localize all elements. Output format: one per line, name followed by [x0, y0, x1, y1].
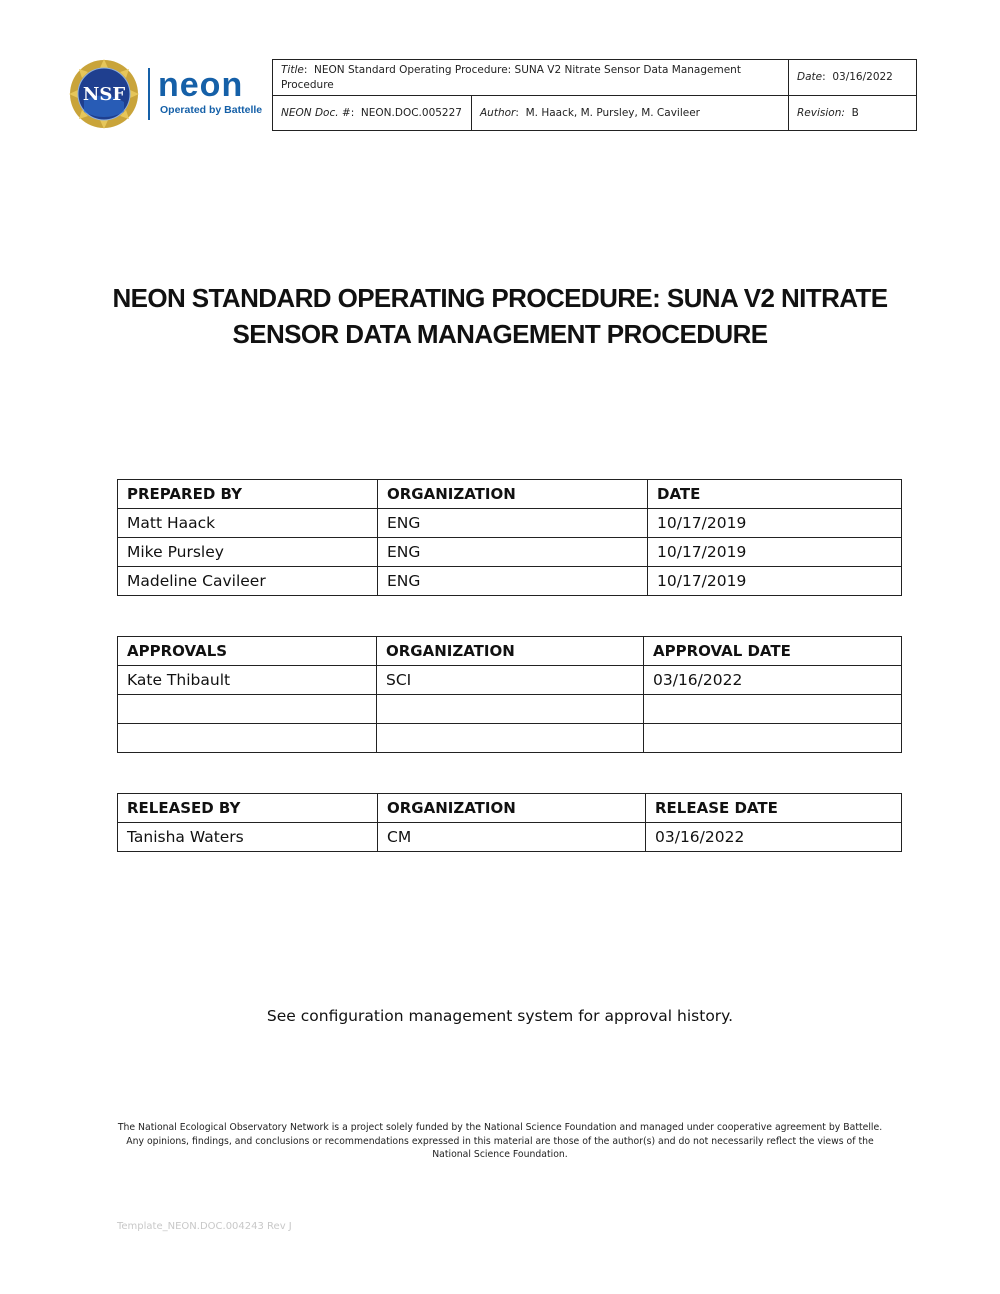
- organization-cell: ENG: [378, 567, 648, 596]
- column-header: RELEASED BY: [118, 794, 378, 823]
- date-cell: [644, 695, 902, 724]
- organization-cell: ENG: [378, 509, 648, 538]
- organization-cell: [377, 724, 644, 753]
- approval-history-note: See configuration management system for approval history.: [266, 1007, 734, 1025]
- name-cell: Matt Haack: [118, 509, 378, 538]
- column-header: ORGANIZATION: [378, 794, 646, 823]
- svg-text:NSF: NSF: [82, 84, 126, 105]
- funding-disclaimer: The National Ecological Observatory Network is a project solely funded by the National Science Foundation and managed under cooperative agreement by Battelle. Any opinions, findings, and conclusions or recommendations expressed in this material are those of the author(s) and do not necessarily reflect the views of the National Science Foundation.: [117, 1122, 883, 1160]
- column-header: ORGANIZATION: [377, 637, 644, 666]
- column-header: RELEASE DATE: [646, 794, 902, 823]
- header-date-cell: Date: 03/16/2022: [789, 60, 917, 96]
- column-header: DATE: [648, 480, 902, 509]
- svg-text:neon: neon: [158, 66, 244, 104]
- column-header: ORGANIZATION: [378, 480, 648, 509]
- column-header: APPROVAL DATE: [644, 637, 902, 666]
- column-header: PREPARED BY: [118, 480, 378, 509]
- organization-cell: SCI: [377, 666, 644, 695]
- document-header-table: [272, 59, 917, 131]
- name-cell: Kate Thibault: [118, 666, 377, 695]
- table-row: [118, 823, 902, 852]
- organization-cell: [377, 695, 644, 724]
- organization-cell: ENG: [378, 538, 648, 567]
- name-cell: [118, 695, 377, 724]
- date-cell: 03/16/2022: [646, 823, 902, 852]
- nsf-seal-icon: [68, 58, 268, 130]
- table-row: [118, 724, 902, 753]
- svg-text:Operated by Battelle: Operated by Battelle: [160, 104, 263, 116]
- table-row: [118, 695, 902, 724]
- organization-cell: CM: [378, 823, 646, 852]
- prepared-by-table: [117, 479, 902, 596]
- approvals-table: [117, 636, 902, 753]
- name-cell: Tanisha Waters: [118, 823, 378, 852]
- document-title: NEON STANDARD OPERATING PROCEDURE: SUNA V2 NITRATE SENSOR DATA MANAGEMENT PROCEDURE: [112, 283, 888, 349]
- template-identifier: Template_NEON.DOC.004243 Rev J: [117, 1221, 292, 1232]
- header-title-cell: Title: NEON Standard Operating Procedure: SUNA V2 Nitrate Sensor Data Management Procedure: [273, 60, 789, 96]
- header-author-cell: Author: M. Haack, M. Pursley, M. Cavileer: [472, 96, 789, 131]
- table-header-row: [118, 480, 902, 509]
- table-row: [118, 509, 902, 538]
- table-header-row: [118, 794, 902, 823]
- date-cell: [644, 724, 902, 753]
- date-cell: 03/16/2022: [644, 666, 902, 695]
- table-row: [118, 666, 902, 695]
- date-cell: 10/17/2019: [648, 567, 902, 596]
- name-cell: [118, 724, 377, 753]
- neon-nsf-logo: [68, 58, 268, 130]
- table-row: [118, 538, 902, 567]
- header-revision-cell: Revision: B: [789, 96, 917, 131]
- table-header-row: [118, 637, 902, 666]
- column-header: APPROVALS: [118, 637, 377, 666]
- released-by-table: [117, 793, 902, 852]
- date-cell: 10/17/2019: [648, 509, 902, 538]
- table-row: [118, 567, 902, 596]
- header-docnum-cell: NEON Doc. #: NEON.DOC.005227: [273, 96, 472, 131]
- name-cell: Madeline Cavileer: [118, 567, 378, 596]
- date-cell: 10/17/2019: [648, 538, 902, 567]
- name-cell: Mike Pursley: [118, 538, 378, 567]
